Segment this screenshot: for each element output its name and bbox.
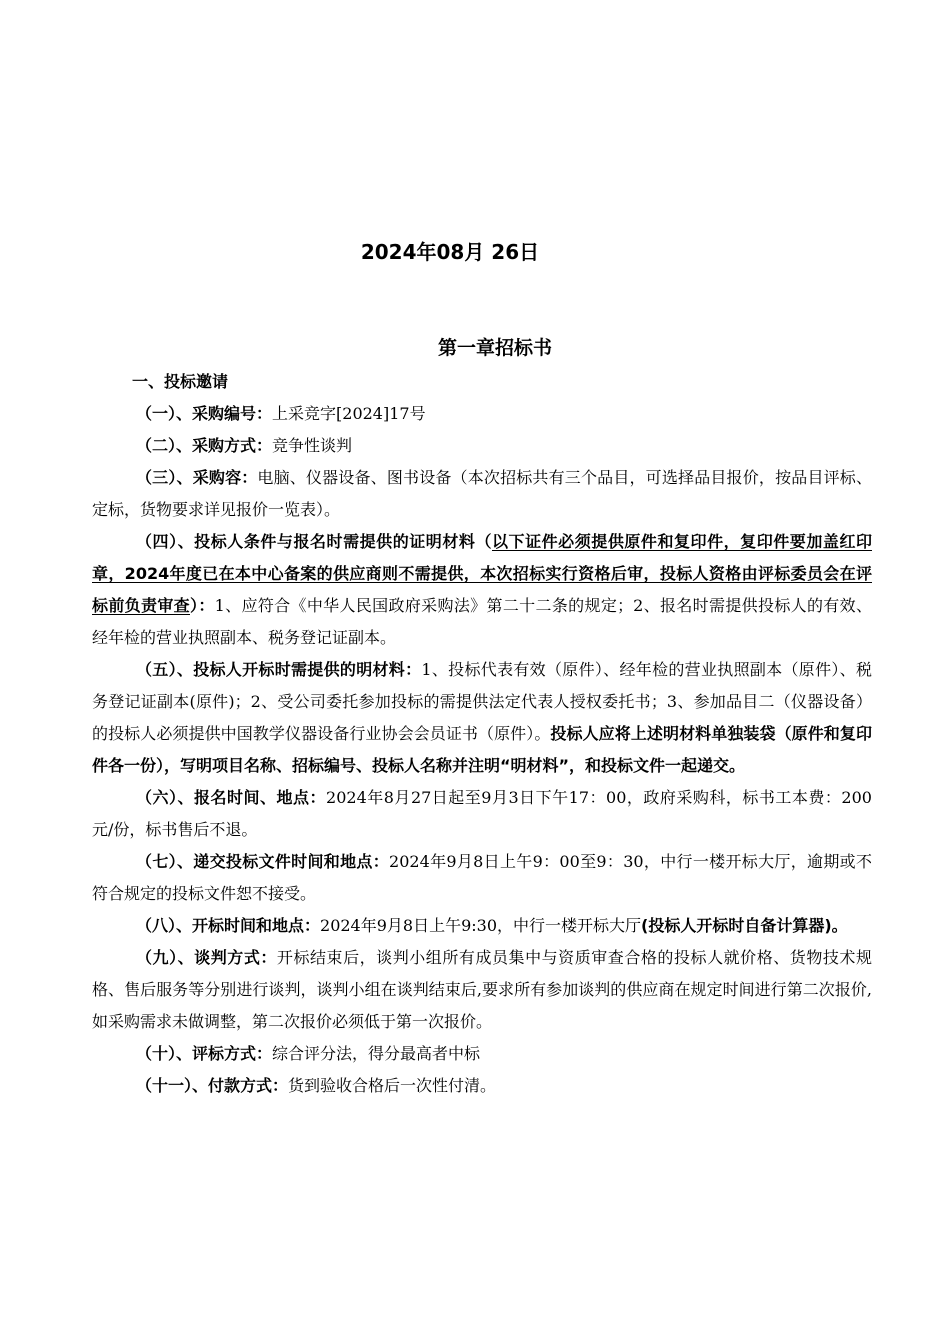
section-heading: 一、投标邀请 [132,372,229,391]
item-label: （八）、开标时间和地点： [136,916,321,935]
item-negotiation-method [92,942,872,1038]
item-text: 上采竞字[2024]17号 [272,404,426,423]
item-opening-time [92,910,872,942]
item-opening-materials [92,654,872,782]
item-payment-method [92,1070,872,1102]
item-text: 综合评分法，得分最高者中标 [272,1044,481,1063]
item-label: （十）、评标方式： [136,1044,273,1063]
item-label: （一）、采购编号： [136,404,273,423]
chapter-title: 第一章招标书 [437,337,552,359]
item-label: （十一）、付款方式： [136,1076,289,1095]
item-text: 1、应符合《中华人民国政府采购法》第二十二条的规定；2、报名时需提供投标人的有效、经年检的营业执照副本、税务登记证副本。 [92,596,872,647]
item-text: 2024年9月8日上午9:30，中行一楼开标大厅 [320,916,642,935]
item-submission-time [92,846,872,910]
item-text: 电脑、仪器设备、图书设备（本次招标共有三个品目，可选择品目报价，按品目评标、定标，货物要求详见报价一览表）。 [92,468,872,519]
item-registration-time [92,782,872,846]
item-label: （九）、谈判方式： [136,948,277,967]
item-text: 2024年9月8日上午9：00至9：30，中行一楼开标大厅，逾期或不符合规定的投标文件恕不接受。 [92,852,872,903]
item-text: 竞争性谈判 [272,436,353,455]
item-label: （五）、投标人开标时需提供的明材料： [136,660,422,679]
item-text: 开标结束后，谈判小组所有成员集中与资质审查合格的投标人就价格、货物技术规格、售后服务等分别进行谈判，谈判小组在谈判结束后,要求所有参加谈判的供应商在规定时间进行第二次报价,如采购需求未做调整，第二次报价必须低于第一次报价。 [92,948,872,1031]
item-text: 2024年8月27日起至9月3日下午17：00，政府采购科，标书工本费：200元/份，标书售后不退。 [92,788,872,839]
item-procurement-number [92,398,872,430]
document-date: 2024年08月 26日 [360,240,540,264]
item-label-after: ）： [190,596,215,615]
item-bold-note: 投标人应将上述明材料单独装袋（原件和复印件各一份），写明项目名称、招标编号、投标人名称并注明“明材料”，和投标文件一起递交。 [92,724,872,775]
underlined-requirement: 以下证件必须提供原件和复印件，复印件要加盖红印章，2024年度已在本中心备案的供应商则不需提供，本次招标实行资格后审，投标人资格由评标委员会在评标前负责审查 [92,532,872,615]
item-evaluation-method [92,1038,872,1070]
item-label: （四）、投标人条件与报名时需提供的证明材料（ [136,532,492,551]
item-label: （二）、采购方式： [136,436,273,455]
item-text: 1、投标代表有效（原件）、经年检的营业执照副本（原件）、税务登记证副本(原件)；2、受公司委托参加投标的需提供法定代表人授权委托书；3、参加品目二（仪器设备）的投标人必须提供中国教学仪器设备行业协会会员证书（原件）。 [92,660,872,743]
document-body [92,366,872,1102]
item-bold-note: (投标人开标时自备计算器)。 [641,916,848,935]
item-label: （六）、报名时间、地点： [136,788,327,807]
item-procurement-content [92,462,872,526]
item-label: （七）、递交投标文件时间和地点： [136,852,390,871]
item-procurement-method [92,430,872,462]
item-bidder-conditions [92,526,872,654]
item-text: 货到验收合格后一次性付清。 [288,1076,497,1095]
item-label: （三）、采购容： [136,468,258,487]
